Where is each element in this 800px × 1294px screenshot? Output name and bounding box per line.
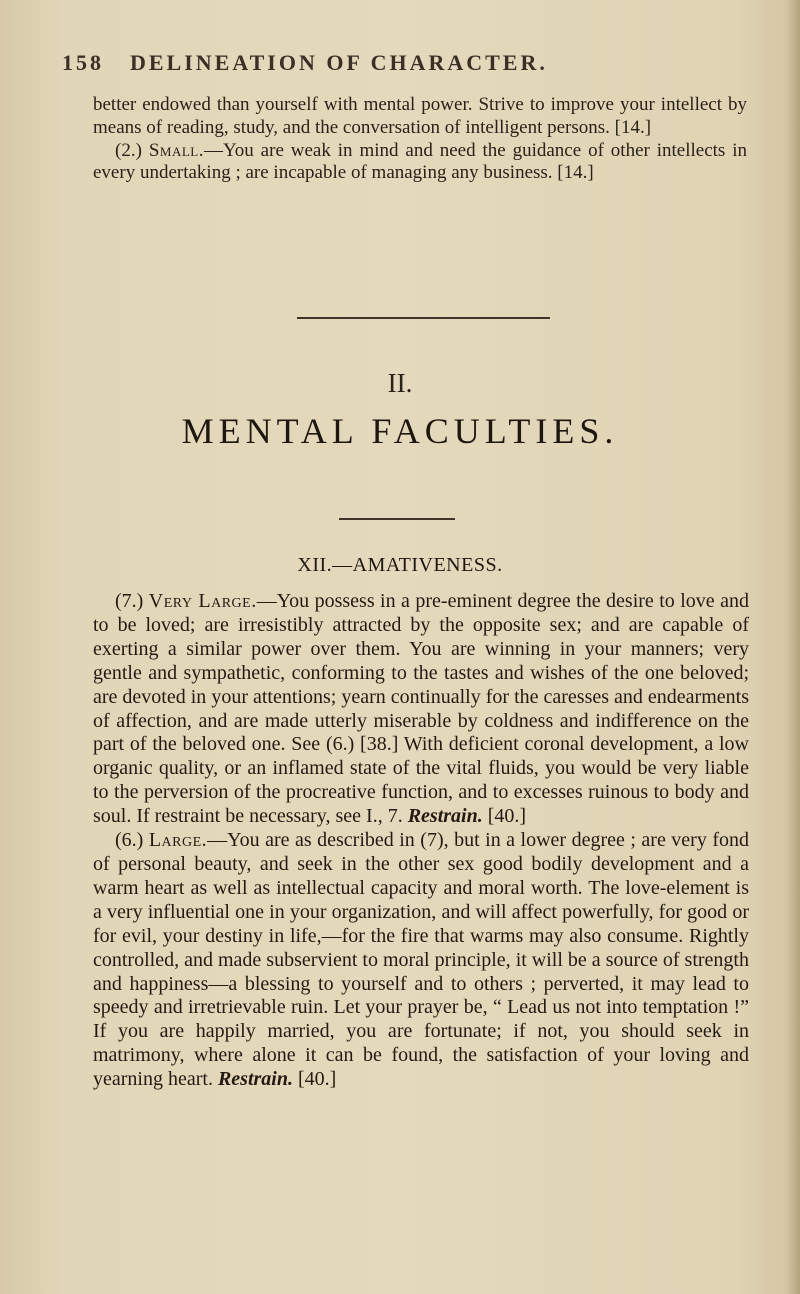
restrain-reference: Restrain.	[217, 1068, 293, 1091]
item-text: —You possess in a pre-eminent degree the desire to love and to be loved; are irresistibly attracted by the opposite sex; and are capable of exerting a similar power over them. You are winning in your manners; very gentle and sympathetic, conforming to the tastes and wishes of the one beloved; are devoted in your attentions; yearn continually for the caresses and endearments of affection, and are made utterly miserable by coldness and indifference on the part of the beloved one. See (6.) [38.] With deficient coronal development, a low organic quality, or an inflamed state of the vital fluids, you would be very liable to the perversion of the procreative function, and to excesses ruinous to body and soul. If restraint be necessary, see I., 7.	[93, 590, 749, 828]
section-divider-rule	[297, 317, 550, 319]
running-head	[62, 50, 702, 84]
paragraph-large	[93, 829, 749, 1092]
intro-paragraph-1: better endowed than yourself with mental power. Strive to improve your intellect by means of reading, study, and the conversation of intelligent persons. [14.]	[93, 94, 747, 138]
running-title: DELINEATION OF CHARACTER.	[130, 50, 548, 75]
intro-text	[93, 94, 747, 185]
subsection-title: XII.—AMATIVENESS.	[297, 554, 503, 576]
page-number: 158	[62, 50, 104, 75]
item-text-end: [40.]	[482, 805, 527, 828]
item-number: (6.)	[115, 829, 149, 852]
body-text	[93, 590, 749, 1092]
paragraph-very-large	[93, 590, 749, 829]
item-text: —You are as described in (7), but in a lower degree ; are very fond of personal beauty, and seek in the other sex good bodily development and a warm heart as well as intellectual capacity and moral worth. The love-element is a very influential one in your organization, and will affect powerfully, for good or for evil, your destiny in life,—for the fire that warms may also consume. Rightly controlled, and made subservient to moral principle, it will be a source of strength and happiness—a blessing to yourself and to others ; perverted, it may lead to speedy and irretrievable ruin. Let your prayer be, “ Lead us not into temptation !” If you are happily married, you are fortunate; if not, you should seek in matrimony, where alone it can be found, the satisfaction of your loving and yearning heart.	[93, 829, 749, 1091]
item-number: (7.)	[115, 590, 149, 612]
item-label-very-large: Very Large.	[148, 590, 257, 612]
item-label-small: Small.	[148, 139, 204, 161]
restrain-reference: Restrain.	[407, 805, 483, 828]
item-number: (2.)	[115, 139, 149, 161]
item-text-end: [40.]	[292, 1068, 337, 1091]
page-edge-shadow	[786, 0, 800, 1294]
section-numeral: II.	[387, 368, 413, 398]
item-label-large: Large.	[148, 829, 208, 852]
intro-paragraph-small	[93, 140, 747, 186]
subsection-divider-rule	[339, 518, 455, 520]
section-title: MENTAL FACULTIES.	[181, 411, 619, 451]
item-text: —You are weak in mind and need the guidance of other intellects in every undertaking ; are incapable of managing any business. [14.]	[93, 139, 748, 184]
